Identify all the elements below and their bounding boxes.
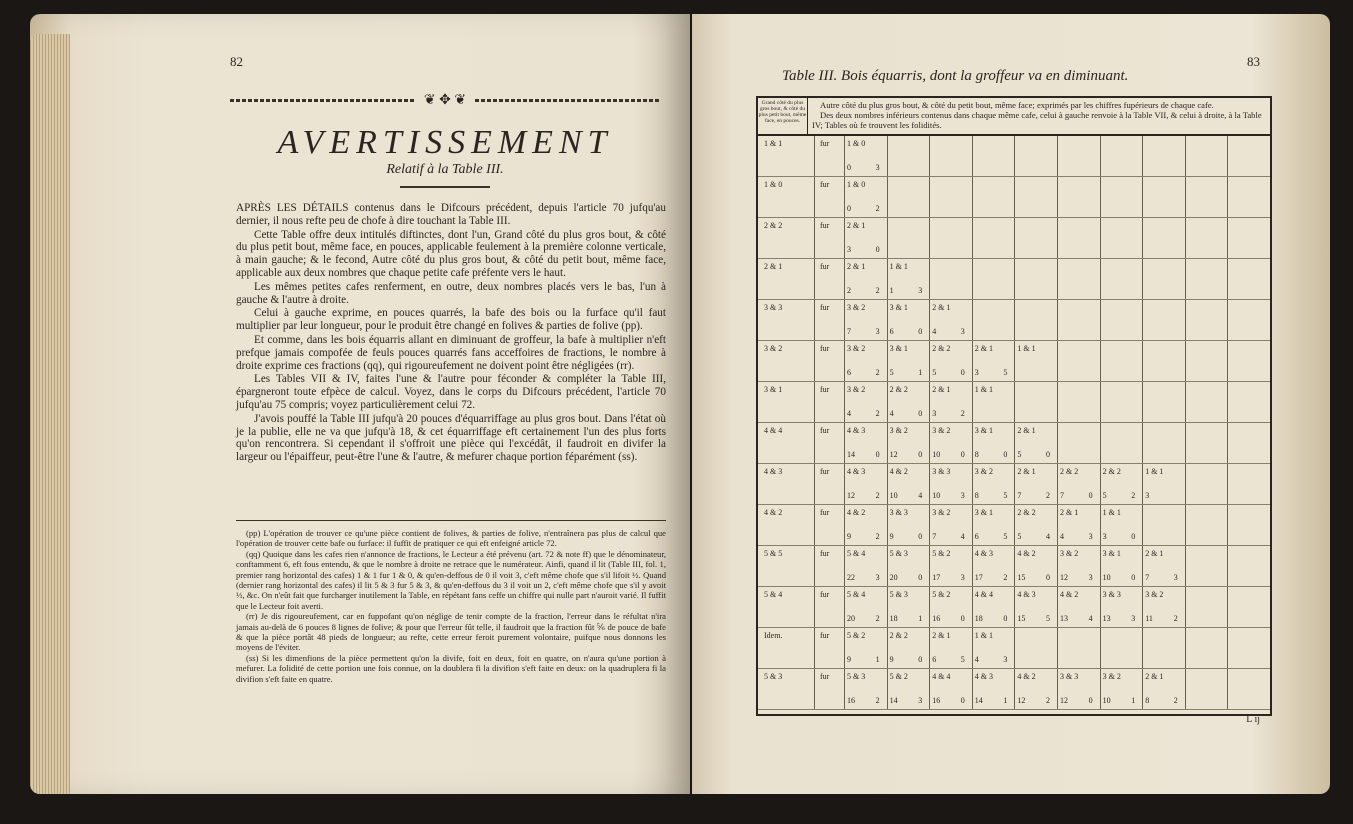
- cell-upper: 5 & 4: [847, 590, 866, 599]
- cell-lower-left: 2: [847, 286, 851, 295]
- cell-upper: 5 & 4: [847, 549, 866, 558]
- table-grid: [758, 136, 1270, 710]
- cell-lower-left: 6: [889, 327, 894, 336]
- header-text: [812, 100, 1262, 130]
- cell-upper: 3 & 1: [889, 344, 908, 353]
- cell-lower-left: 14: [974, 696, 983, 705]
- footnote-rule: [236, 520, 666, 521]
- column-rule: [1185, 136, 1186, 710]
- column-rule: [929, 136, 930, 710]
- cell-lower-right: 0: [918, 532, 923, 541]
- row-rule: [758, 586, 1270, 587]
- title-rule: [400, 186, 490, 188]
- table-iii: [756, 96, 1272, 716]
- header-line: Autre côté du plus gros bout, & côté du petit bout, même face; exprimés par les chiffres fupérieurs de chaque cafe.: [820, 100, 1214, 110]
- cell-lower-right: 0: [960, 614, 965, 623]
- cell-lower-right: 4: [960, 532, 965, 541]
- cell-lower-left: 8: [974, 491, 979, 500]
- cell-upper: 2 & 2: [932, 344, 951, 353]
- cell-upper: 3 & 2: [847, 344, 866, 353]
- row-rule: [758, 709, 1270, 710]
- cell-upper: 4 & 2: [847, 508, 866, 517]
- sur-label: fur: [820, 590, 830, 599]
- cell-lower-left: 7: [1145, 573, 1150, 582]
- cell-lower-right: 0: [1046, 573, 1050, 582]
- cell-upper: 1 & 0: [847, 139, 866, 148]
- row-key: 3 & 1: [764, 385, 783, 394]
- sur-label: fur: [820, 180, 830, 189]
- signature-mark: L ij: [1246, 714, 1260, 725]
- row-key: 4 & 3: [764, 467, 783, 476]
- cell-upper: 5 & 2: [932, 549, 951, 558]
- cell-lower-left: 16: [847, 696, 855, 705]
- cell-upper: 2 & 1: [1017, 426, 1036, 435]
- page-number-right: 83: [1247, 54, 1260, 69]
- cell-lower-right: 0: [918, 327, 923, 336]
- cell-lower-right: 2: [875, 532, 880, 541]
- cell-lower-right: 0: [1088, 696, 1093, 705]
- cell-upper: 2 & 1: [1060, 508, 1079, 517]
- cell-lower-left: 7: [847, 327, 851, 336]
- cell-lower-left: 12: [847, 491, 855, 500]
- footnote: (pp) L'opération de trouver ce qu'une pièce contient de folives, & parties de folive, n'entraînera pas plus de calcul que l'opération de trouver cette bafe ou furface: il fuffit de pratiquer ce qui eft enfeigné article 72.: [236, 528, 666, 549]
- paragraph: Et comme, dans les bois équarris allant en diminuant de groffeur, la bafe à multiplier n'eft prefque jamais compofée de feuls pouces quarrés fans acceffoires de fractions, le nombre à droite exprime ces fractions (qq), qui rigoureufement ne doivent point être négligées (rr).: [236, 333, 666, 372]
- cell-lower-right: 0: [918, 409, 923, 418]
- cell-upper: 2 & 1: [1145, 549, 1164, 558]
- cell-lower-left: 13: [1060, 614, 1068, 623]
- cell-upper: 3 & 2: [847, 303, 866, 312]
- column-rule: [887, 136, 888, 710]
- row-rule: [758, 299, 1270, 300]
- row-key: 3 & 2: [764, 344, 783, 353]
- cell-lower-right: 3: [1088, 573, 1093, 582]
- paragraph: APRÈS LES DÉTAILS contenus dans le Difcours précédent, depuis l'article 70 jufqu'au dernier, il nous refte peu de chofe à dire touchant la Table III.: [236, 202, 666, 227]
- cell-lower-left: 18: [889, 614, 898, 623]
- cell-lower-right: 3: [875, 327, 880, 336]
- cell-lower-left: 10: [932, 450, 941, 459]
- cell-lower-left: 20: [889, 573, 898, 582]
- cell-upper: 2 & 2: [1102, 467, 1121, 476]
- cell-upper: 2 & 1: [1017, 467, 1036, 476]
- cell-upper: 4 & 2: [1017, 672, 1036, 681]
- row-key: 1 & 0: [764, 180, 783, 189]
- cell-lower-right: 2: [875, 204, 880, 213]
- row-rule: [758, 340, 1270, 341]
- sur-label: fur: [820, 303, 830, 312]
- cell-lower-right: 3: [875, 573, 880, 582]
- sur-label: fur: [820, 385, 830, 394]
- cell-upper: 2 & 1: [932, 303, 951, 312]
- cell-lower-right: 3: [918, 286, 923, 295]
- cell-upper: 3 & 2: [889, 426, 908, 435]
- column-rule: [1142, 136, 1143, 710]
- cell-lower-right: 3: [1003, 655, 1008, 664]
- cell-lower-left: 10: [889, 491, 898, 500]
- cell-upper: 3 & 2: [1102, 672, 1121, 681]
- cell-lower-left: 9: [847, 655, 851, 664]
- sur-label: fur: [820, 508, 830, 517]
- cell-lower-left: 10: [1102, 573, 1111, 582]
- cell-upper: 3 & 2: [932, 508, 951, 517]
- cell-upper: 1 & 1: [974, 385, 994, 394]
- cell-lower-right: 0: [1003, 614, 1008, 623]
- table-header: [758, 98, 1270, 136]
- paragraph: Celui à gauche exprime, en pouces quarrés, la bafe des bois ou la furface qu'il faut multiplier par leur longueur, pour le produit être changé en folives & parties de folive (pp).: [236, 307, 666, 333]
- row-key: 5 & 5: [764, 549, 783, 558]
- cell-lower-right: 3: [918, 696, 923, 705]
- cell-upper: 2 & 1: [847, 262, 866, 271]
- cell-lower-right: 2: [875, 614, 880, 623]
- cell-upper: 3 & 2: [1145, 590, 1164, 599]
- row-rule: [758, 422, 1270, 423]
- row-rule: [758, 545, 1270, 546]
- cell-lower-left: 12: [889, 450, 898, 459]
- sur-label: fur: [820, 672, 830, 681]
- row-rule: [758, 258, 1270, 259]
- cell-lower-right: 2: [875, 286, 880, 295]
- cell-lower-left: 5: [932, 368, 937, 377]
- cell-lower-right: 0: [875, 450, 880, 459]
- row-rule: [758, 176, 1270, 177]
- row-rule: [758, 381, 1270, 382]
- cell-upper: 3 & 2: [974, 467, 994, 476]
- row-key: 3 & 3: [764, 303, 783, 312]
- cell-lower-right: 2: [960, 409, 965, 418]
- cell-lower-left: 12: [1017, 696, 1026, 705]
- cell-lower-left: 16: [932, 696, 941, 705]
- sur-label: fur: [820, 262, 830, 271]
- cell-lower-right: 5: [1003, 491, 1008, 500]
- cell-lower-left: 3: [847, 245, 851, 254]
- row-rule: [758, 504, 1270, 505]
- row-key: 2 & 1: [764, 262, 783, 271]
- cell-upper: 2 & 2: [1017, 508, 1036, 517]
- cell-lower-right: 0: [1003, 450, 1008, 459]
- cell-upper: 4 & 3: [1017, 590, 1036, 599]
- cell-lower-left: 15: [1017, 614, 1026, 623]
- sur-label: fur: [820, 139, 830, 148]
- cell-lower-right: 2: [875, 409, 880, 418]
- row-rule: [758, 217, 1270, 218]
- cell-lower-left: 13: [1102, 614, 1111, 623]
- cell-lower-right: 4: [1046, 532, 1050, 541]
- cell-lower-right: 2: [1173, 696, 1178, 705]
- cell-lower-left: 16: [932, 614, 941, 623]
- cell-lower-right: 0: [960, 368, 965, 377]
- cell-lower-left: 5: [1017, 450, 1022, 459]
- paragraph: Les Tables VII & IV, faites l'une & l'autre pour féconder & compléter la Table III, épargneront toute efpèce de calcul. Voyez, dans le corps du Difcours précédent, l'article 70 jufqu'au 75 compris; voyez particulièrement celui 72.: [236, 373, 666, 411]
- cell-lower-left: 7: [932, 532, 937, 541]
- cell-upper: 3 & 1: [974, 508, 994, 517]
- cell-upper: 5 & 2: [889, 672, 908, 681]
- cell-upper: 5 & 2: [847, 631, 866, 640]
- cell-lower-left: 20: [847, 614, 855, 623]
- cell-lower-left: 9: [889, 655, 894, 664]
- cell-lower-left: 0: [847, 204, 851, 213]
- cell-lower-left: 14: [889, 696, 898, 705]
- body-text: [236, 202, 666, 465]
- column-rule: [1100, 136, 1101, 710]
- cell-upper: 3 & 1: [974, 426, 994, 435]
- cell-lower-right: 0: [918, 655, 923, 664]
- cell-lower-left: 4: [1060, 532, 1064, 541]
- cell-upper: 3 & 1: [889, 303, 908, 312]
- right-page: [692, 14, 1330, 794]
- cell-lower-left: 14: [847, 450, 855, 459]
- cell-lower-right: 1: [918, 614, 923, 623]
- cell-upper: 3 & 2: [847, 385, 866, 394]
- cell-lower-left: 3: [1145, 491, 1150, 500]
- footnote: (rr) Je dis rigoureufement, car en fuppofant qu'on néglige de tenir compte de la fraction, l'erreur dans le réfultat n'ira jamais au-delà de 6 pouces 8 lignes de folive; & pour que l'erreur fût telle, il faudroit que la fraction fût ⅚ de pouce de bafe & que la pièce portât 48 pieds de longueur; au refte, cette erreur feroit purement volontaire, puifque nous donnons les moyens de l'éviter.: [236, 611, 666, 653]
- cell-upper: 3 & 3: [1102, 590, 1121, 599]
- cell-upper: 2 & 1: [932, 385, 951, 394]
- cell-lower-left: 3: [1102, 532, 1107, 541]
- cell-lower-right: 2: [875, 368, 880, 377]
- cell-lower-left: 3: [974, 368, 979, 377]
- header-ornament: ❦ ✥ ❦: [230, 92, 660, 108]
- footnote: (qq) Quoique dans les cafes rien n'annonce de fractions, le Lecteur a été prévenu (art. 72 & note ff) que le dénominateur, conftamment 6, eft fous entendu, & que le nombre à droite ne retrace que le numérateur. Ainfi, quand il lit (Table III, fol. 1, premier rang horizontal des cafes) 1 & 1 fur 1 & 0, & qu'en-deffous de 0 il voit 3, c'eft même chofe que s'il lifoit ½. Quand (dernier rang horizontal des cafes) il lit 5 & 3 fur 5 & 3, & qu'en-deffous du 3 il voit un 2, c'eft même chofe que s'il y avoit ⅓, &c. On n'eût fait que furcharger inutilement la Table, en répétant fans ceffe un chiffre qui nulle part n'auroit varié. Il fuffit que le Lecteur foit averti.: [236, 548, 666, 611]
- cell-lower-left: 7: [1017, 491, 1022, 500]
- paragraph: Les mêmes petites cafes renferment, en outre, deux nombres placés vers le bas, l'un à gauche & l'autre à droite.: [236, 280, 666, 306]
- cell-upper: 5 & 2: [932, 590, 951, 599]
- column-rule: [972, 136, 973, 710]
- cell-upper: 1 & 1: [1102, 508, 1121, 517]
- cell-lower-right: 0: [918, 573, 923, 582]
- cell-upper: 1 & 0: [847, 180, 866, 189]
- cell-lower-left: 5: [1102, 491, 1107, 500]
- cell-upper: 2 & 2: [889, 631, 908, 640]
- cell-lower-right: 0: [918, 450, 923, 459]
- page-subtitle: Relatif à la Table III.: [386, 162, 504, 177]
- sur-label: fur: [820, 631, 830, 640]
- row-key: 5 & 4: [764, 590, 783, 599]
- cell-lower-left: 8: [1145, 696, 1150, 705]
- cell-lower-right: 2: [875, 696, 880, 705]
- cell-upper: 2 & 1: [932, 631, 951, 640]
- cell-upper: 5 & 3: [847, 672, 866, 681]
- cell-lower-right: 3: [960, 573, 965, 582]
- cell-lower-right: 3: [1131, 614, 1136, 623]
- cell-upper: 4 & 3: [974, 549, 994, 558]
- cell-lower-left: 5: [1017, 532, 1022, 541]
- cell-upper: 4 & 3: [847, 426, 866, 435]
- corner-header: Grand côté du plus gros bout, & côté du plus petit bout, même face, en pouces.: [758, 98, 808, 134]
- cell-upper: 3 & 3: [932, 467, 951, 476]
- cell-lower-right: 3: [1173, 573, 1178, 582]
- cell-upper: 4 & 2: [889, 467, 908, 476]
- cell-lower-left: 4: [932, 327, 937, 336]
- cell-lower-left: 6: [932, 655, 937, 664]
- cell-lower-right: 2: [1046, 696, 1050, 705]
- cell-lower-left: 17: [974, 573, 983, 582]
- row-key: 2 & 2: [764, 221, 783, 230]
- cell-lower-right: 0: [1046, 450, 1050, 459]
- cell-lower-left: 22: [847, 573, 855, 582]
- cell-upper: 4 & 4: [932, 672, 951, 681]
- cell-lower-left: 8: [974, 450, 979, 459]
- cell-lower-left: 7: [1060, 491, 1064, 500]
- cell-lower-right: 5: [960, 655, 965, 664]
- row-rule: [758, 463, 1270, 464]
- cell-lower-right: 3: [960, 491, 965, 500]
- cell-lower-right: 2: [1046, 491, 1050, 500]
- cell-lower-right: 1: [1003, 696, 1008, 705]
- paragraph: J'avois pouffé la Table III jufqu'à 20 pouces d'équarriffage au plus gros bout. Dans l'état où je la publie, elle ne va que jufqu'à 18, & cet équarriffage eft certainement l'un des plus forts qu'on rencontrera. Si cependant il s'offroit une pièce qui l'excédât, il faudroit en divifer la largeur ou l'épaiffeur, peut-être l'une & l'autre, & mefurer chaque portion féparément (ss).: [236, 412, 666, 464]
- cell-lower-right: 0: [960, 450, 965, 459]
- cell-lower-right: 1: [918, 368, 923, 377]
- cell-lower-right: 4: [1088, 614, 1093, 623]
- cell-lower-right: 5: [1003, 368, 1008, 377]
- cell-upper: 5 & 3: [889, 549, 908, 558]
- cell-lower-right: 1: [875, 655, 880, 664]
- cell-upper: 3 & 3: [889, 508, 908, 517]
- cell-lower-left: 18: [974, 614, 983, 623]
- column-rule: [844, 136, 845, 710]
- cell-lower-left: 12: [1060, 573, 1068, 582]
- cell-upper: 2 & 2: [1060, 467, 1079, 476]
- cell-lower-left: 4: [974, 655, 979, 664]
- cell-upper: 1 & 1: [1145, 467, 1164, 476]
- cell-lower-right: 5: [1046, 614, 1050, 623]
- row-key: 4 & 2: [764, 508, 783, 517]
- cell-lower-right: 3: [1088, 532, 1093, 541]
- column-rule: [1227, 136, 1228, 710]
- left-page: [30, 14, 690, 794]
- cell-lower-left: 0: [847, 163, 851, 172]
- row-key: 5 & 3: [764, 672, 783, 681]
- cell-lower-left: 4: [889, 409, 894, 418]
- column-rule: [1014, 136, 1015, 710]
- page-edges: [30, 34, 70, 794]
- cell-upper: 2 & 1: [974, 344, 994, 353]
- cell-upper: 2 & 1: [1145, 672, 1164, 681]
- running-head: Table III. Bois équarris, dont la groffeur va en diminuant.: [782, 68, 1129, 84]
- cell-lower-left: 9: [889, 532, 894, 541]
- row-key: 1 & 1: [764, 139, 783, 148]
- sur-label: fur: [820, 467, 830, 476]
- cell-upper: 1 & 1: [974, 631, 994, 640]
- cell-lower-right: 5: [1003, 532, 1008, 541]
- cell-lower-left: 10: [932, 491, 941, 500]
- cell-upper: 2 & 2: [889, 385, 908, 394]
- cell-lower-right: 2: [875, 491, 880, 500]
- footnote: (ss) Si les dimenfions de la pièce permettent qu'on la divife, foit en deux, foit en quatre, on n'aura qu'une portion à mefurer. La folidité de cette portion une fois connue, on la doublera fi la divifion s'eft faite en deux: on la quadruplera fi la divifion s'eft faite en quatre.: [236, 652, 666, 684]
- open-book: [30, 14, 1330, 814]
- cell-lower-left: 3: [932, 409, 937, 418]
- cell-lower-left: 17: [932, 573, 941, 582]
- cell-lower-left: 6: [847, 368, 851, 377]
- sur-label: fur: [820, 426, 830, 435]
- cell-upper: 4 & 3: [974, 672, 994, 681]
- cell-lower-left: 9: [847, 532, 851, 541]
- row-key: Idem.: [764, 631, 783, 640]
- cell-lower-left: 12: [1060, 696, 1068, 705]
- cell-lower-right: 0: [875, 245, 880, 254]
- footnotes: [236, 528, 666, 684]
- cell-lower-right: 0: [1088, 491, 1093, 500]
- sur-label: fur: [820, 221, 830, 230]
- cell-lower-left: 15: [1017, 573, 1026, 582]
- cell-upper: 1 & 1: [1017, 344, 1036, 353]
- cell-upper: 4 & 3: [847, 467, 866, 476]
- page-number-left: 82: [230, 54, 243, 69]
- cell-lower-left: 6: [974, 532, 979, 541]
- cell-lower-right: 2: [1131, 491, 1136, 500]
- cell-lower-right: 4: [918, 491, 923, 500]
- row-rule: [758, 627, 1270, 628]
- paragraph: Cette Table offre deux intitulés diftinctes, dont l'un, Grand côté du plus gros bout, & côté du plus petit bout, même face, en pouces, applicable feulement à la première colonne verticale, à main gauche; & le fecond, Autre côté du plus gros bout, & côté du petit bout, même face, applicable aux deux nombres que chaque petite cafe préfente vers le haut.: [236, 228, 666, 279]
- page-title: AVERTISSEMENT: [277, 124, 613, 161]
- cell-upper: 5 & 3: [889, 590, 908, 599]
- cell-upper: 3 & 2: [1060, 549, 1079, 558]
- sur-label: fur: [820, 549, 830, 558]
- cell-lower-right: 0: [1131, 532, 1136, 541]
- column-rule: [1057, 136, 1058, 710]
- cell-upper: 3 & 3: [1060, 672, 1079, 681]
- cell-lower-left: 1: [889, 286, 894, 295]
- cell-upper: 2 & 1: [847, 221, 866, 230]
- cell-lower-right: 3: [875, 163, 880, 172]
- cell-upper: 3 & 2: [932, 426, 951, 435]
- cell-upper: 4 & 4: [974, 590, 994, 599]
- cell-lower-right: 0: [960, 696, 965, 705]
- cell-upper: 4 & 2: [1060, 590, 1079, 599]
- header-line: Des deux nombres inférieurs contenus dans chaque même cafe, celui à gauche renvoie à la Table VII, & celui à droite, à la Table IV; Tables où fe trouvent les folidités.: [812, 110, 1262, 130]
- cell-lower-left: 11: [1145, 614, 1153, 623]
- column-rule: [814, 136, 815, 710]
- cell-lower-right: 3: [960, 327, 965, 336]
- cell-lower-left: 4: [847, 409, 851, 418]
- sur-label: fur: [820, 344, 830, 353]
- cell-upper: 3 & 1: [1102, 549, 1121, 558]
- cell-lower-right: 0: [1131, 573, 1136, 582]
- cell-lower-right: 1: [1131, 696, 1136, 705]
- cell-upper: 4 & 2: [1017, 549, 1036, 558]
- cell-lower-right: 2: [1003, 573, 1008, 582]
- row-rule: [758, 668, 1270, 669]
- cell-upper: 1 & 1: [889, 262, 908, 271]
- cell-lower-left: 5: [889, 368, 894, 377]
- row-key: 4 & 4: [764, 426, 783, 435]
- cell-lower-right: 2: [1173, 614, 1178, 623]
- cell-lower-left: 10: [1102, 696, 1111, 705]
